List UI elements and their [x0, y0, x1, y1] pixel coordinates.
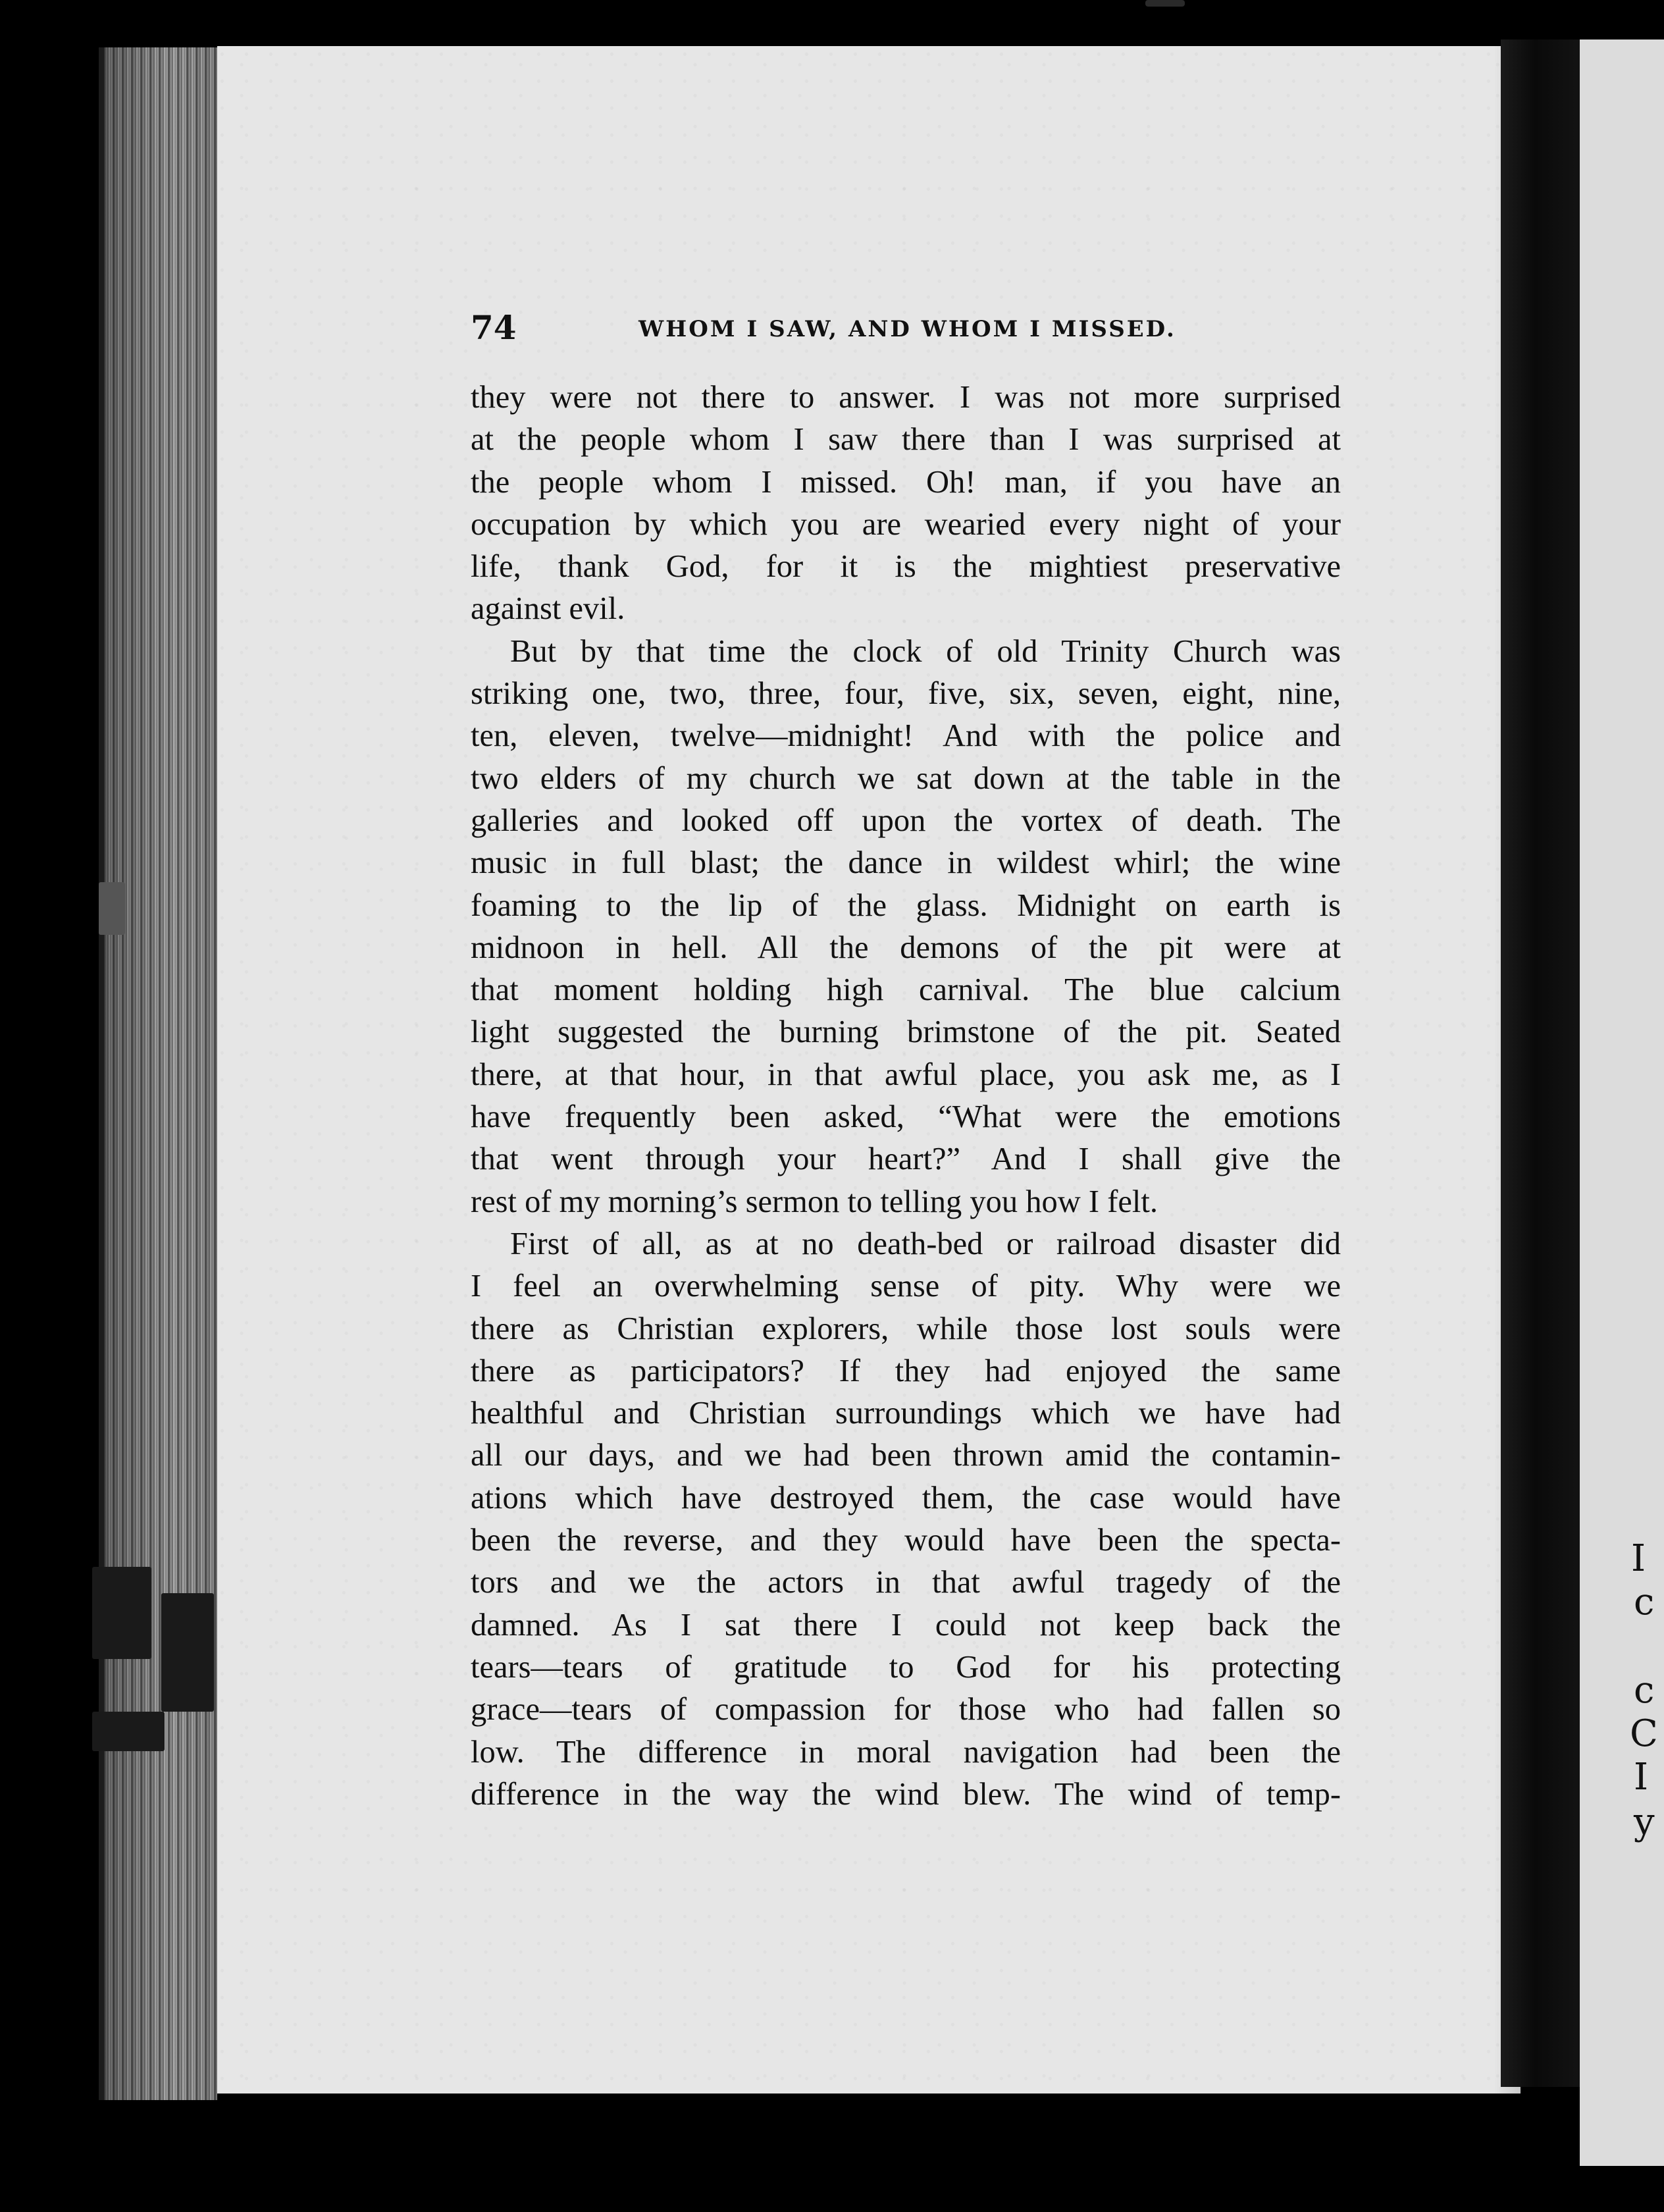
text-line: all our days, and we had been thrown amid the contamin- — [471, 1438, 1341, 1473]
text-line: But by that time the clock of old Trinity Church was — [510, 633, 1341, 669]
film-speck — [1145, 0, 1185, 7]
text-line: I feel an overwhelming sense of pity. Why were we — [471, 1269, 1341, 1304]
facing-glyph: y — [1634, 1801, 1655, 1843]
body-text — [471, 377, 1341, 1816]
text-line: ten, eleven, twelve—midnight! And with the police and — [471, 718, 1341, 754]
text-line: galleries and looked off upon the vortex of death. The — [471, 803, 1341, 838]
text-line: midnoon in hell. All the demons of the pit were at — [471, 930, 1341, 965]
facing-glyph: c — [1634, 1581, 1655, 1623]
page-number: 74 — [471, 308, 517, 347]
text-line: been the reverse, and they would have been the specta- — [471, 1523, 1341, 1558]
text-line: there as participators? If they had enjoyed the same — [471, 1353, 1341, 1388]
text-line: music in full blast; the dance in wildest whirl; the wine — [471, 845, 1341, 881]
edge-smudge — [92, 1712, 165, 1751]
text-line: tears—tears of gratitude to God for his protecting — [471, 1649, 1341, 1685]
text-line: occupation by which you are wearied every night of your — [471, 506, 1341, 542]
text-line: that went through your heart?” And I shall give the — [471, 1142, 1341, 1177]
text-line: striking one, two, three, four, five, six, seven, eight, nine, — [471, 676, 1341, 712]
text-line: grace—tears of compassion for those who had fallen so — [471, 1692, 1341, 1727]
text-line: there, at that hour, in that awful place, you ask me, as I — [471, 1057, 1341, 1092]
text-line: two elders of my church we sat down at the table in the — [471, 760, 1341, 796]
text-line: life, thank God, for it is the mightiest preservative — [471, 549, 1341, 585]
text-line: ations which have destroyed them, the case would have — [471, 1480, 1341, 1515]
text-line: at the people whom I saw there than I was surprised at — [471, 422, 1341, 458]
facing-page-edge — [1580, 40, 1664, 2166]
facing-glyph: I — [1631, 1537, 1646, 1580]
running-head — [471, 308, 1326, 354]
text-line: have frequently been asked, “What were the emotions — [471, 1099, 1341, 1135]
text-line: there as Christian explorers, while those lost souls were — [471, 1311, 1341, 1346]
text-line: healthful and Christian surroundings which we have had — [471, 1396, 1341, 1431]
book-gutter — [1501, 40, 1586, 2087]
edge-smudge — [99, 882, 125, 935]
text-line: they were not there to answer. I was not more surprised — [471, 380, 1341, 415]
text-line: that moment holding high carnival. The blue calcium — [471, 972, 1341, 1008]
text-line: difference in the way the wind blew. The wind of temp- — [471, 1776, 1341, 1812]
text-line: damned. As I sat there I could not keep back the — [471, 1607, 1341, 1643]
text-line: rest of my morning’s sermon to telling you how I felt. — [471, 1184, 1158, 1219]
text-line: the people whom I missed. Oh! man, if you have an — [471, 464, 1341, 500]
text-line: against evil. — [471, 591, 625, 627]
facing-glyph: c — [1634, 1669, 1655, 1712]
facing-glyph: I — [1634, 1756, 1649, 1799]
stacked-page-edges — [99, 47, 217, 2100]
running-title: WHOM I SAW, AND WHOM I MISSED. — [638, 316, 1176, 342]
facing-glyph: C — [1630, 1712, 1658, 1755]
edge-smudge — [161, 1593, 214, 1712]
text-line: tors and we the actors in that awful tragedy of the — [471, 1565, 1341, 1600]
text-line: low. The difference in moral navigation had been the — [471, 1734, 1341, 1770]
edge-smudge — [92, 1567, 151, 1659]
text-line: foaming to the lip of the glass. Midnight on earth is — [471, 887, 1341, 923]
text-line: light suggested the burning brimstone of the pit. Seated — [471, 1014, 1341, 1050]
text-line: First of all, as at no death-bed or railroad disaster did — [510, 1226, 1341, 1261]
